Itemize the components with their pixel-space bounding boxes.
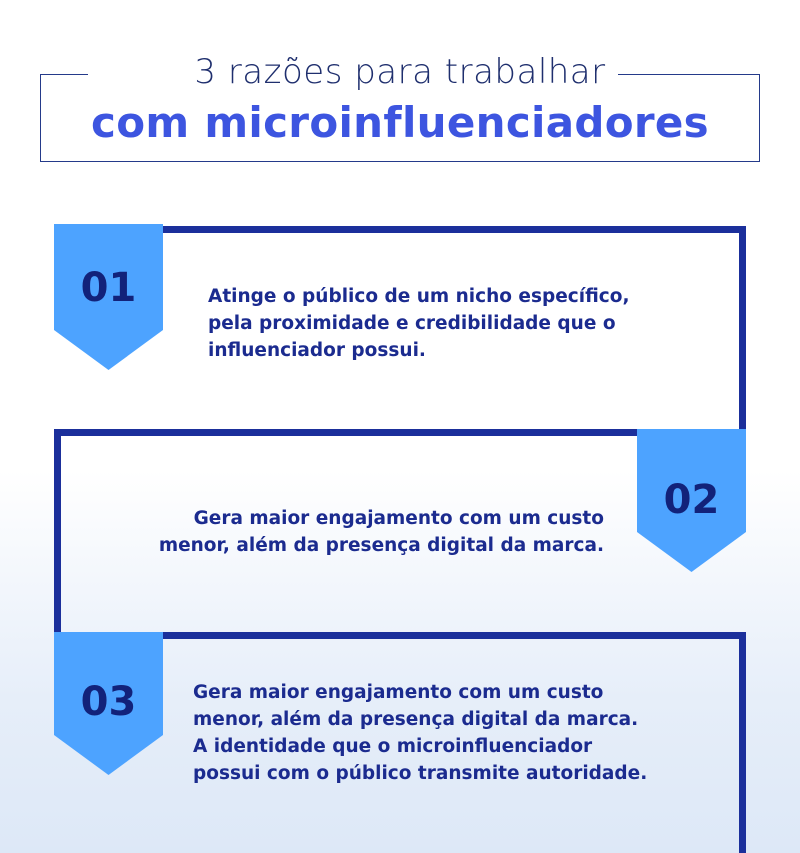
step-3-badge: [54, 632, 163, 775]
step-2-line-1: Gera maior engajamento com um custo: [193, 508, 604, 529]
step-2-line-2: menor, além da presença digital da marca.: [158, 535, 604, 556]
title-line-1: 3 razões para trabalhar: [0, 52, 800, 92]
step-3-number: 03: [80, 679, 137, 725]
step-1-line-1: Atinge o público de um nicho específico,: [208, 286, 630, 307]
step-3-line-2: menor, além da presença digital da marca.: [193, 709, 639, 730]
step-1-line-2: pela proximidade e credibilidade que o: [208, 313, 616, 334]
step-1-number: 01: [80, 265, 137, 311]
step-3-line-3: A identidade que o microinfluenciador: [193, 736, 593, 757]
title-line-2: com microinfluenciadores: [91, 98, 709, 147]
step-3-line-4: possui com o público transmite autoridade.: [193, 763, 648, 784]
step-1-text: [208, 283, 630, 364]
step-3-text: [193, 679, 647, 787]
step-1-badge: [54, 224, 163, 370]
step-2-number: 02: [663, 477, 720, 523]
step-2-badge: [637, 429, 746, 572]
step-1-line-3: influenciador possui.: [208, 340, 426, 361]
step-2-text: [159, 505, 604, 559]
step-3-line-1: Gera maior engajamento com um custo: [193, 682, 604, 703]
